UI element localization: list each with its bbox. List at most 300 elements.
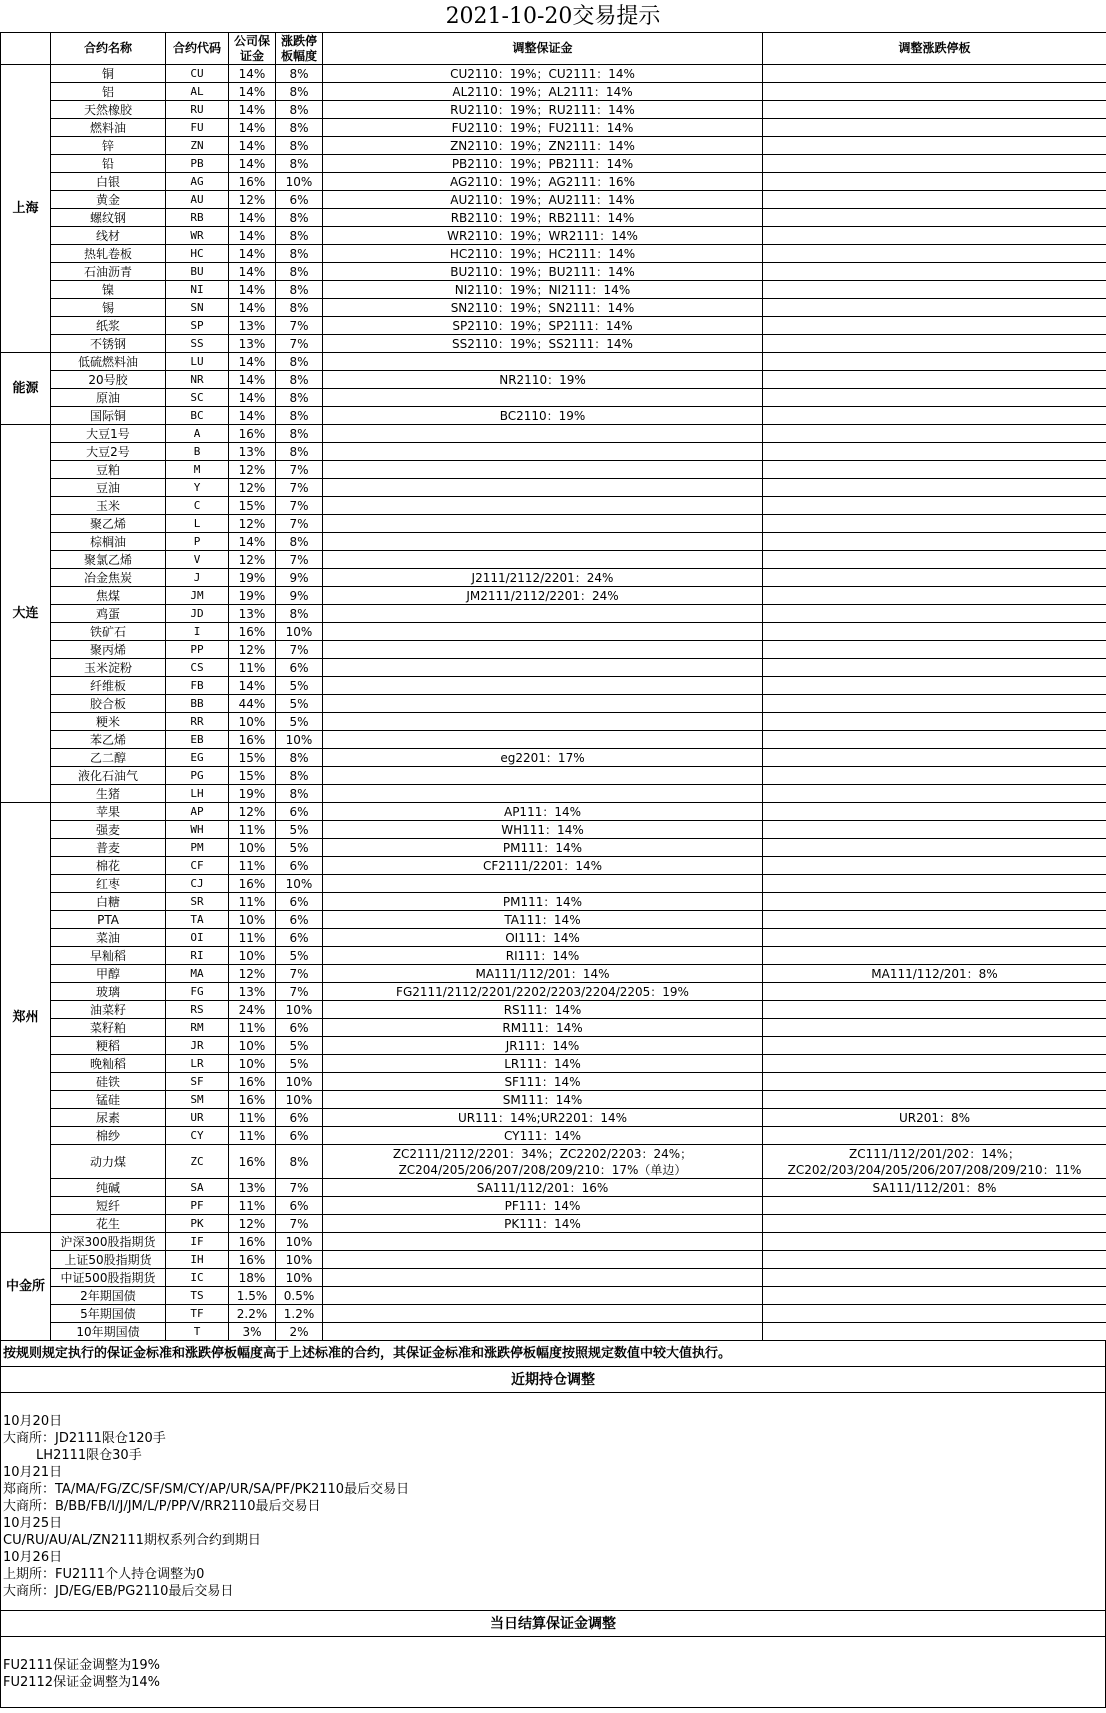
limit-range: 10%	[276, 1233, 323, 1251]
contract-name: 锰硅	[51, 1091, 166, 1109]
company-margin: 14%	[229, 407, 276, 425]
contract-name: 动力煤	[51, 1145, 166, 1179]
contract-code: SC	[166, 389, 229, 407]
contract-code: Y	[166, 479, 229, 497]
contract-name: 生猪	[51, 785, 166, 803]
adjusted-limit	[763, 983, 1106, 1001]
contract-name: 玉米	[51, 497, 166, 515]
contract-name: 焦煤	[51, 587, 166, 605]
contract-code: AL	[166, 83, 229, 101]
company-margin: 10%	[229, 911, 276, 929]
adjusted-limit	[763, 479, 1106, 497]
position-adjust-line: 上期所：FU2111个人持仓调整为0	[3, 1567, 205, 1582]
limit-range: 10%	[276, 1073, 323, 1091]
contract-code: FB	[166, 677, 229, 695]
contract-code: AU	[166, 191, 229, 209]
limit-range: 10%	[276, 875, 323, 893]
adjusted-limit	[763, 515, 1106, 533]
adjusted-margin: SS2110：19%；SS2111：14%	[323, 335, 763, 353]
contract-code: I	[166, 623, 229, 641]
adjusted-limit	[763, 839, 1106, 857]
limit-range: 8%	[276, 281, 323, 299]
table-row	[1, 1197, 1106, 1215]
limit-range: 7%	[276, 515, 323, 533]
company-margin: 12%	[229, 191, 276, 209]
limit-range: 8%	[276, 155, 323, 173]
contract-code: CY	[166, 1127, 229, 1145]
contract-name: 粳米	[51, 713, 166, 731]
adjusted-limit	[763, 1287, 1106, 1305]
company-margin: 16%	[229, 731, 276, 749]
adjusted-margin	[323, 875, 763, 893]
adjusted-margin: OI111：14%	[323, 929, 763, 947]
contract-code: ZN	[166, 137, 229, 155]
contract-name: 镍	[51, 281, 166, 299]
limit-range: 8%	[276, 83, 323, 101]
contract-name: 苹果	[51, 803, 166, 821]
adjusted-limit: UR201：8%	[763, 1109, 1106, 1127]
adjusted-limit	[763, 1269, 1106, 1287]
adjusted-limit	[763, 551, 1106, 569]
table-row	[1, 929, 1106, 947]
header-contract-name: 合约名称	[51, 33, 166, 65]
contract-name: 上证50股指期货	[51, 1251, 166, 1269]
adjusted-limit-line: ZC111/112/201/202：14%；	[848, 1146, 1021, 1161]
adjusted-limit-line: ZC202/203/204/205/206/207/208/209/210：11%	[787, 1162, 1082, 1177]
limit-range: 10%	[276, 731, 323, 749]
contract-code: SM	[166, 1091, 229, 1109]
adjusted-limit	[763, 731, 1106, 749]
table-row	[1, 425, 1106, 443]
table-row	[1, 353, 1106, 371]
adjusted-limit	[763, 425, 1106, 443]
company-margin: 11%	[229, 1109, 276, 1127]
table-row	[1, 803, 1106, 821]
contract-code: WH	[166, 821, 229, 839]
limit-range: 6%	[276, 191, 323, 209]
contract-code: AG	[166, 173, 229, 191]
position-adjust-line: 大商所：B/BB/FB/I/J/JM/L/P/PP/V/RR2110最后交易日	[3, 1499, 321, 1514]
limit-range: 5%	[276, 677, 323, 695]
company-margin: 14%	[229, 299, 276, 317]
settle-margin-line: FU2112保证金调整为14%	[3, 1675, 160, 1690]
position-adjust-line: 10月20日	[3, 1414, 63, 1429]
contract-code: JM	[166, 587, 229, 605]
adjusted-margin	[323, 389, 763, 407]
company-margin: 19%	[229, 785, 276, 803]
adjusted-limit	[763, 875, 1106, 893]
adjusted-limit	[763, 713, 1106, 731]
limit-range: 6%	[276, 929, 323, 947]
table-row	[1, 1287, 1106, 1305]
limit-range: 5%	[276, 1037, 323, 1055]
adjusted-margin	[323, 1323, 763, 1341]
contract-name: 粳稻	[51, 1037, 166, 1055]
limit-range: 9%	[276, 587, 323, 605]
adjusted-margin: CU2110：19%；CU2111：14%	[323, 65, 763, 83]
contract-code: BB	[166, 695, 229, 713]
contract-code: WR	[166, 227, 229, 245]
table-row	[1, 461, 1106, 479]
contract-name: 甲醇	[51, 965, 166, 983]
table-row	[1, 1001, 1106, 1019]
adjusted-limit	[763, 209, 1106, 227]
adjusted-margin	[323, 731, 763, 749]
contract-code: M	[166, 461, 229, 479]
adjusted-limit	[763, 857, 1106, 875]
contract-code: EB	[166, 731, 229, 749]
contract-name: 鸡蛋	[51, 605, 166, 623]
contract-name: 菜油	[51, 929, 166, 947]
adjusted-margin: SF111：14%	[323, 1073, 763, 1091]
region-label: 上海	[1, 65, 51, 353]
table-row	[1, 839, 1106, 857]
limit-range: 8%	[276, 101, 323, 119]
adjusted-limit	[763, 335, 1106, 353]
limit-range: 8%	[276, 119, 323, 137]
adjusted-margin-line: ZC2111/2112/2201：34%；ZC2202/2203：24%；	[392, 1146, 693, 1161]
region-label: 大连	[1, 425, 51, 803]
table-row	[1, 749, 1106, 767]
adjusted-limit	[763, 641, 1106, 659]
contract-code: FG	[166, 983, 229, 1001]
company-margin: 15%	[229, 767, 276, 785]
table-row	[1, 479, 1106, 497]
company-margin: 14%	[229, 83, 276, 101]
adjusted-limit	[763, 389, 1106, 407]
company-margin: 14%	[229, 533, 276, 551]
company-margin: 13%	[229, 1179, 276, 1197]
position-adjust-title: 近期持仓调整	[0, 1367, 1106, 1393]
contract-name: 燃料油	[51, 119, 166, 137]
company-margin: 11%	[229, 1019, 276, 1037]
adjusted-limit	[763, 1251, 1106, 1269]
company-margin: 12%	[229, 1215, 276, 1233]
adjusted-limit	[763, 749, 1106, 767]
contract-name: 红枣	[51, 875, 166, 893]
adjusted-margin	[323, 677, 763, 695]
contract-name: 大豆1号	[51, 425, 166, 443]
table-row	[1, 281, 1106, 299]
adjusted-limit	[763, 1215, 1106, 1233]
adjusted-margin	[323, 425, 763, 443]
adjusted-margin: CY111：14%	[323, 1127, 763, 1145]
contract-name: 石油沥青	[51, 263, 166, 281]
company-margin: 16%	[229, 1091, 276, 1109]
adjusted-limit	[763, 191, 1106, 209]
contract-code: PM	[166, 839, 229, 857]
contract-code: SP	[166, 317, 229, 335]
company-margin: 16%	[229, 1251, 276, 1269]
limit-range: 8%	[276, 209, 323, 227]
limit-range: 7%	[276, 551, 323, 569]
company-margin: 14%	[229, 677, 276, 695]
limit-range: 1.2%	[276, 1305, 323, 1323]
contract-code: NR	[166, 371, 229, 389]
adjusted-margin: PF111：14%	[323, 1197, 763, 1215]
header-adjusted-limit: 调整涨跌停板	[763, 33, 1106, 65]
contract-name: 铜	[51, 65, 166, 83]
contract-name: 铁矿石	[51, 623, 166, 641]
contract-code: RB	[166, 209, 229, 227]
company-margin: 10%	[229, 839, 276, 857]
position-adjust-line: 10月26日	[3, 1550, 63, 1565]
company-margin: 16%	[229, 173, 276, 191]
adjusted-limit	[763, 767, 1106, 785]
adjusted-limit	[763, 533, 1106, 551]
limit-range: 7%	[276, 335, 323, 353]
table-row	[1, 155, 1106, 173]
adjusted-limit	[763, 659, 1106, 677]
table-row	[1, 677, 1106, 695]
contract-code: UR	[166, 1109, 229, 1127]
table-row	[1, 371, 1106, 389]
contract-name: 5年期国债	[51, 1305, 166, 1323]
contract-code: NI	[166, 281, 229, 299]
position-adjust-line: 大商所：JD/EG/EB/PG2110最后交易日	[3, 1584, 234, 1599]
adjusted-limit	[763, 893, 1106, 911]
contract-code: TS	[166, 1287, 229, 1305]
adjusted-margin	[323, 659, 763, 677]
contract-name: 白糖	[51, 893, 166, 911]
contract-code: LU	[166, 353, 229, 371]
contract-name: 10年期国债	[51, 1323, 166, 1341]
limit-range: 7%	[276, 461, 323, 479]
contract-code: L	[166, 515, 229, 533]
contract-code: C	[166, 497, 229, 515]
contract-name: 液化石油气	[51, 767, 166, 785]
adjusted-limit	[763, 137, 1106, 155]
adjusted-margin	[323, 497, 763, 515]
table-row	[1, 1251, 1106, 1269]
table-row	[1, 1179, 1106, 1197]
company-margin: 14%	[229, 227, 276, 245]
company-margin: 14%	[229, 137, 276, 155]
contract-code: BC	[166, 407, 229, 425]
table-row	[1, 245, 1106, 263]
adjusted-margin: AP111：14%	[323, 803, 763, 821]
adjusted-limit	[763, 605, 1106, 623]
position-adjust-line: 郑商所：TA/MA/FG/ZC/SF/SM/CY/AP/UR/SA/PF/PK2110最后交易日	[3, 1482, 410, 1497]
table-row	[1, 1091, 1106, 1109]
contract-code: J	[166, 569, 229, 587]
limit-range: 8%	[276, 407, 323, 425]
rule-note: 按规则规定执行的保证金标准和涨跌停板幅度高于上述标准的合约，其保证金标准和涨跌停板幅度按照规定数值中较大值执行。	[0, 1341, 1106, 1367]
contract-name: 锡	[51, 299, 166, 317]
contract-code: HC	[166, 245, 229, 263]
contract-code: EG	[166, 749, 229, 767]
contract-code: RU	[166, 101, 229, 119]
position-adjust-line: 大商所：JD2111限仓120手	[3, 1431, 166, 1446]
table-row	[1, 497, 1106, 515]
contract-name: 低硫燃料油	[51, 353, 166, 371]
table-row	[1, 605, 1106, 623]
contract-name: 中证500股指期货	[51, 1269, 166, 1287]
contract-code: A	[166, 425, 229, 443]
company-margin: 13%	[229, 317, 276, 335]
contract-name: 玉米淀粉	[51, 659, 166, 677]
table-row	[1, 263, 1106, 281]
contract-name: 不锈钢	[51, 335, 166, 353]
table-row	[1, 1019, 1106, 1037]
adjusted-margin: RI111：14%	[323, 947, 763, 965]
company-margin: 11%	[229, 929, 276, 947]
contract-name: 锌	[51, 137, 166, 155]
limit-range: 7%	[276, 497, 323, 515]
company-margin: 14%	[229, 263, 276, 281]
limit-range: 7%	[276, 1179, 323, 1197]
contract-code: RM	[166, 1019, 229, 1037]
table-row	[1, 1055, 1106, 1073]
adjusted-limit	[763, 353, 1106, 371]
adjusted-limit	[763, 371, 1106, 389]
contract-name: 尿素	[51, 1109, 166, 1127]
table-row	[1, 551, 1106, 569]
adjusted-margin: JM2111/2112/2201：24%	[323, 587, 763, 605]
company-margin: 10%	[229, 1055, 276, 1073]
contract-name: 纤维板	[51, 677, 166, 695]
limit-range: 6%	[276, 1197, 323, 1215]
limit-range: 6%	[276, 893, 323, 911]
adjusted-limit	[763, 173, 1106, 191]
table-row	[1, 821, 1106, 839]
contract-code: IC	[166, 1269, 229, 1287]
contract-code: CU	[166, 65, 229, 83]
limit-range: 7%	[276, 965, 323, 983]
table-row	[1, 65, 1106, 83]
adjusted-margin: NR2110：19%	[323, 371, 763, 389]
company-margin: 14%	[229, 155, 276, 173]
table-row	[1, 443, 1106, 461]
contract-name: 晚籼稻	[51, 1055, 166, 1073]
company-margin: 12%	[229, 515, 276, 533]
table-row	[1, 623, 1106, 641]
limit-range: 10%	[276, 1091, 323, 1109]
adjusted-limit	[763, 1019, 1106, 1037]
adjusted-limit: MA111/112/201：8%	[763, 965, 1106, 983]
adjusted-limit	[763, 101, 1106, 119]
limit-range: 5%	[276, 713, 323, 731]
adjusted-margin: BU2110：19%；BU2111：14%	[323, 263, 763, 281]
company-margin: 12%	[229, 965, 276, 983]
adjusted-margin: CF2111/2201：14%	[323, 857, 763, 875]
adjusted-limit	[763, 1037, 1106, 1055]
adjusted-margin	[323, 695, 763, 713]
contract-code: SA	[166, 1179, 229, 1197]
table-row	[1, 587, 1106, 605]
contract-code: RR	[166, 713, 229, 731]
adjusted-margin: PK111：14%	[323, 1215, 763, 1233]
table-row	[1, 1073, 1106, 1091]
contract-name: 铝	[51, 83, 166, 101]
table-row	[1, 713, 1106, 731]
adjusted-limit	[763, 317, 1106, 335]
contract-code: SR	[166, 893, 229, 911]
adjusted-margin	[323, 479, 763, 497]
contract-name: 大豆2号	[51, 443, 166, 461]
company-margin: 11%	[229, 1197, 276, 1215]
adjusted-margin: WR2110：19%；WR2111：14%	[323, 227, 763, 245]
company-margin: 12%	[229, 479, 276, 497]
table-row	[1, 1127, 1106, 1145]
adjusted-margin: AU2110：19%；AU2111：14%	[323, 191, 763, 209]
contract-code: ZC	[166, 1145, 229, 1179]
adjusted-margin	[323, 1145, 763, 1179]
contract-code: IF	[166, 1233, 229, 1251]
contract-name: 硅铁	[51, 1073, 166, 1091]
contract-name: 原油	[51, 389, 166, 407]
limit-range: 6%	[276, 659, 323, 677]
adjusted-margin: SA111/112/201：16%	[323, 1179, 763, 1197]
contract-code: LR	[166, 1055, 229, 1073]
table-header-row	[1, 33, 1106, 65]
company-margin: 14%	[229, 119, 276, 137]
table-row	[1, 695, 1106, 713]
company-margin: 16%	[229, 1145, 276, 1179]
company-margin: 11%	[229, 857, 276, 875]
contract-code: T	[166, 1323, 229, 1341]
contract-name: 国际铜	[51, 407, 166, 425]
limit-range: 8%	[276, 263, 323, 281]
adjusted-limit	[763, 947, 1106, 965]
adjusted-margin: RB2110：19%；RB2111：14%	[323, 209, 763, 227]
company-margin: 14%	[229, 209, 276, 227]
company-margin: 16%	[229, 425, 276, 443]
adjusted-limit	[763, 1055, 1106, 1073]
margin-table	[0, 32, 1106, 1341]
company-margin: 13%	[229, 335, 276, 353]
adjusted-margin: RM111：14%	[323, 1019, 763, 1037]
limit-range: 5%	[276, 839, 323, 857]
contract-name: 强麦	[51, 821, 166, 839]
limit-range: 8%	[276, 1145, 323, 1179]
adjusted-limit	[763, 407, 1106, 425]
adjusted-limit	[763, 497, 1106, 515]
adjusted-margin	[323, 1233, 763, 1251]
contract-name: 沪深300股指期货	[51, 1233, 166, 1251]
contract-name: 天然橡胶	[51, 101, 166, 119]
adjusted-margin: MA111/112/201：14%	[323, 965, 763, 983]
adjusted-margin	[323, 641, 763, 659]
position-adjust-block	[0, 1393, 1106, 1611]
contract-name: 热轧卷板	[51, 245, 166, 263]
limit-range: 8%	[276, 767, 323, 785]
limit-range: 8%	[276, 65, 323, 83]
adjusted-limit	[763, 803, 1106, 821]
company-margin: 11%	[229, 659, 276, 677]
limit-range: 8%	[276, 227, 323, 245]
table-row	[1, 317, 1106, 335]
adjusted-margin: UR111：14%;UR2201：14%	[323, 1109, 763, 1127]
adjusted-margin: HC2110：19%；HC2111：14%	[323, 245, 763, 263]
contract-name: 聚乙烯	[51, 515, 166, 533]
table-row	[1, 1037, 1106, 1055]
table-row	[1, 1145, 1106, 1179]
header-limit: 涨跌停板幅度	[276, 33, 323, 65]
adjusted-limit	[763, 821, 1106, 839]
company-margin: 11%	[229, 821, 276, 839]
region-label: 能源	[1, 353, 51, 425]
contract-name: 豆油	[51, 479, 166, 497]
table-row	[1, 659, 1106, 677]
contract-name: 油菜籽	[51, 1001, 166, 1019]
contract-name: 纸浆	[51, 317, 166, 335]
contract-name: 黄金	[51, 191, 166, 209]
adjusted-margin	[323, 785, 763, 803]
company-margin: 19%	[229, 587, 276, 605]
adjusted-margin: AG2110：19%；AG2111：16%	[323, 173, 763, 191]
adjusted-limit	[763, 155, 1106, 173]
